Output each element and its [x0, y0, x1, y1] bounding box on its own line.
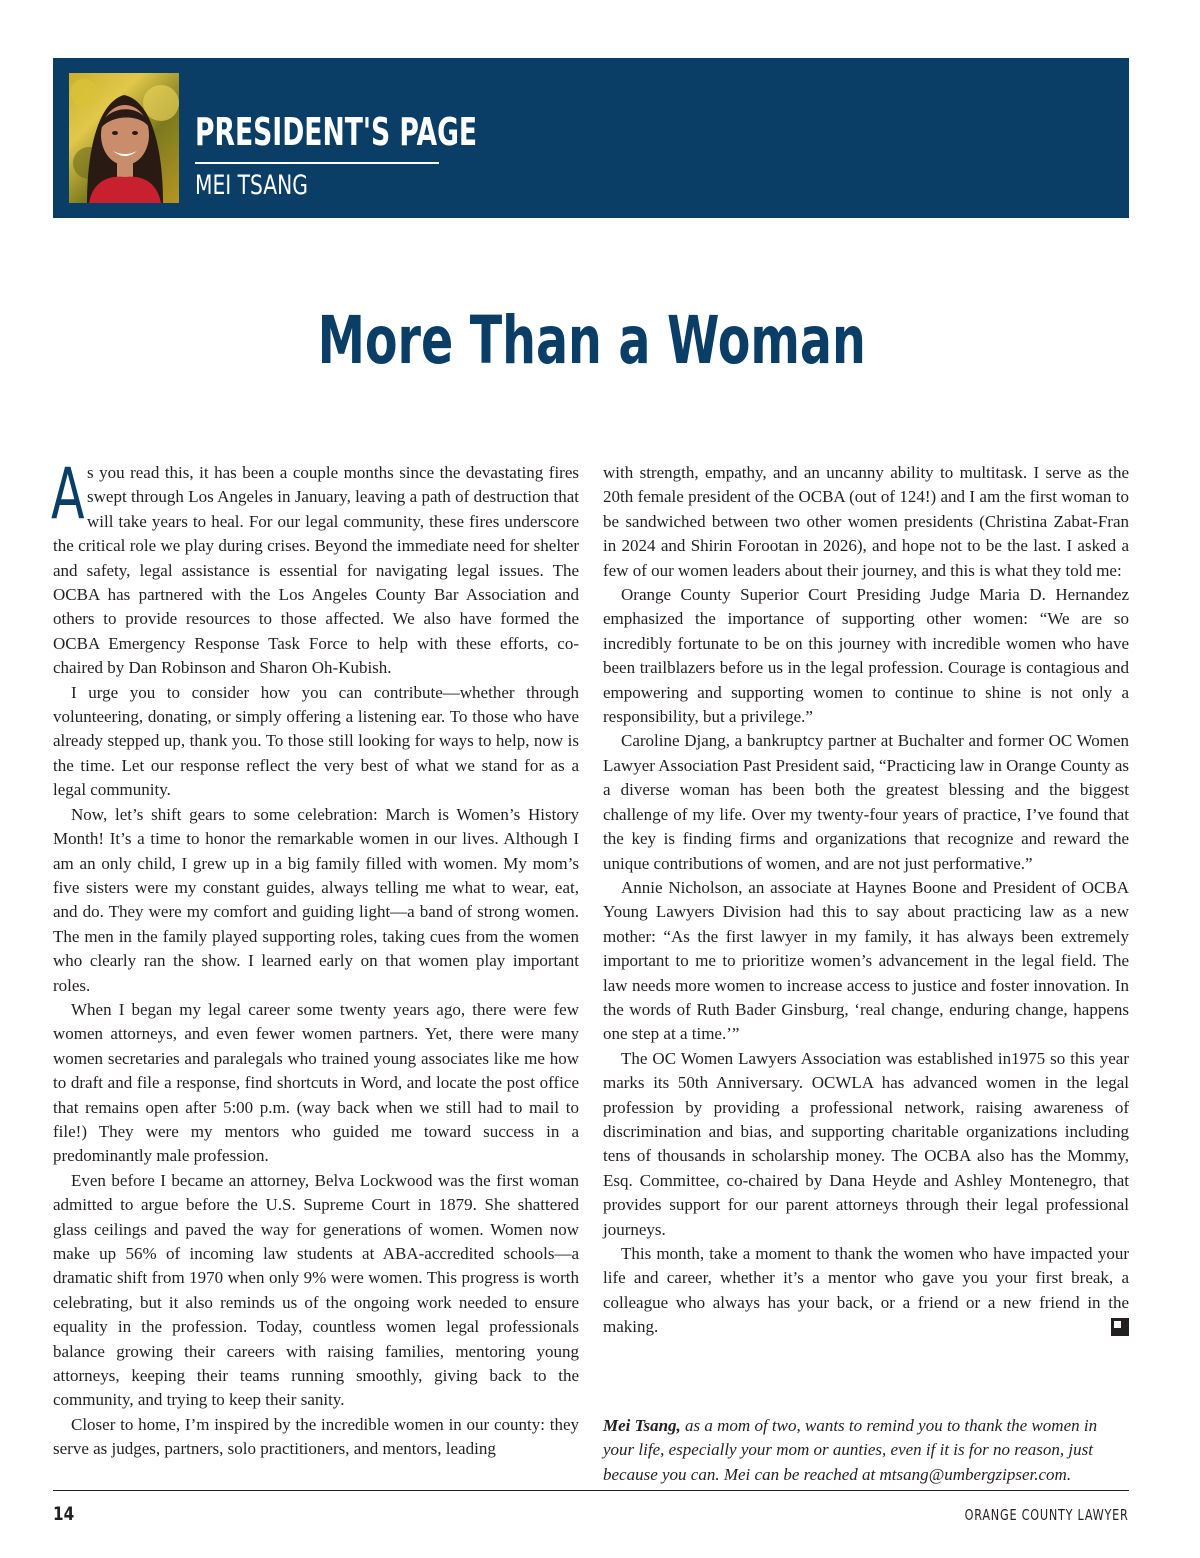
banner-divider [195, 162, 439, 164]
page-number: 14 [53, 1503, 75, 1525]
paragraph: The OC Women Lawyers Association was established in1975 so this year marks its 50th Anniversary. OCWLA has advanced women in the legal profession by providing a professional network, raising awareness of discrimination and bias, and supporting charitable organizations including tens of thousands in scholarship money. The OCBA also has the Mommy, Esq. Committee, co-chaired by Dana Heyde and Ashley Montenegro, that provides support for our parent attorneys through their legal professional journeys. [603, 1048, 1129, 1239]
article-title: More Than a Woman [317, 302, 866, 379]
paragraph: Annie Nicholson, an associate at Haynes Boone and President of OCBA Young Lawyers Division had this to say about practicing law as a new mother: “As the first lawyer in my family, it has always been extremely important to me to prioritize women’s advancement in the legal field. The law needs more women to increase access to justice and foster innovation. In the words of Ruth Bader Ginsburg, ‘real change, enduring change, happens one step at a time.’” [603, 877, 1129, 1044]
paragraph: with strength, empathy, and an uncanny ability to multitask. I serve as the 20th female president of the OCBA (out of 124!) and I am the first woman to be sandwiched between two other women presidents (Christina Zabat-Fran in 2024 and Shirin Forootan in 2026), and hope not to be the last. I asked a few of our women leaders about their journey, and this is what they told me: [603, 463, 1129, 580]
author-bio [603, 1414, 1129, 1487]
bio-text: as a mom of two, wants to remind you to thank the women in your life, especially your mom or aunties, even if it is for no reason, just because you can. Mei can be reached at mtsang@umbergzipser.com. [603, 1416, 1098, 1484]
drop-cap: A [51, 453, 85, 535]
left-column [51, 453, 579, 1462]
section-title: PRESIDENT'S PAGE [195, 110, 478, 154]
paragraph: As you read this, it has been a couple months since the devastating fires swept through Los Angeles in January, leaving a path of destruction that will take years to heal. For our legal community, these fires underscore the critical role we play during crises. Beyond the immediate need for shelter and safety, legal assistance is essential for navigating legal issues. The OCBA has partnered with the Los Angeles County Bar Association and others to provide resources to those affected. We also have formed the OCBA Emergency Response Task Force to help with these efforts, co-chaired by Dan Robinson and Sharon Oh-Kubish. [51, 453, 579, 678]
section-banner [53, 58, 1129, 218]
paragraph: I urge you to consider how you can contribute—whether through volunteering, donating, or simply offering a listening ear. To those who have already stepped up, thank you. To those still looking for ways to help, now is the time. Let our response reflect the very best of what we stand for as a legal community. [53, 682, 579, 800]
paragraph: Now, let’s shift gears to some celebration: March is Women’s History Month! It’s a time to honor the remarkable women in our lives. Although I am an only child, I grew up in a big family filled with women. My mom’s five sisters were my constant guides, always telling me what to wear, eat, and do. They were my comfort and guiding light—a band of strong women. The men in the family played supporting roles, taking cues from the women who clearly ran the show. I learned early on that women play important roles. [53, 804, 579, 995]
paragraph: This month, take a moment to thank the women who have impacted your life and career, whether it’s a mentor who gave you your first break, a colleague who always has your back, or a friend or a new friend in the making. [603, 1244, 1129, 1337]
author-name: MEI TSANG [195, 170, 308, 201]
paragraph: Orange County Superior Court Presiding Judge Maria D. Hernandez emphasized the importance of supporting other women: “We are so incredibly fortunate to be on this journey with incredible women who have been trailblazers before us in the legal profession. Courage is contagious and empowering and supporting women to continue to shine is not only a responsibility, but a privilege.” [603, 585, 1129, 727]
author-portrait-icon [69, 73, 179, 203]
paragraph: Caroline Djang, a bankruptcy partner at Buchalter and former OC Women Lawyer Association Past President said, “Practicing law in Orange County as a diverse woman has been both the greatest blessing and the biggest challenge of my life. Over my twenty-four years of practice, I’ve found that the key is finding firms and organizations that recognize and reward the unique contributions of women, and are not just performative.” [603, 731, 1129, 873]
bio-name: Mei Tsang, [603, 1416, 681, 1435]
paragraph: When I began my legal career some twenty years ago, there were few women attorneys, and even fewer women partners. Yet, there were many women secretaries and paralegals who trained young associates like me how to draft and file a response, find shortcuts in Word, and locate the post office that remains open after 5:00 p.m. (way back when we still had to mail to file!) They were my mentors who guided me toward success in a predominantly male profession. [53, 999, 579, 1166]
paragraph: Closer to home, I’m inspired by the incredible women in our county: they serve as judges, partners, solo practitioners, and mentors, leading [53, 1414, 579, 1459]
paragraph: Even before I became an attorney, Belva Lockwood was the first woman admitted to argue before the U.S. Supreme Court in 1879. She shattered glass ceilings and paved the way for generations of women. Women now make up 56% of incoming law students at ABA-accredited schools—a dramatic shift from 1970 when only 9% were women. This progress is worth celebrating, but it also reminds us of the ongoing work needed to ensure equality in the profession. Today, countless women legal professionals balance growing their careers with raising families, mentoring young attorneys, keeping their teams running smoothly, giving back to the community, and trying to keep their sanity. [53, 1170, 579, 1410]
author-photo [69, 73, 179, 203]
end-mark [603, 1318, 1129, 1336]
footer-divider [53, 1490, 1129, 1491]
ocba-end-mark-icon [1111, 1318, 1129, 1336]
right-column [603, 461, 1129, 1336]
publication-name: ORANGE COUNTY LAWYER [965, 1506, 1129, 1524]
